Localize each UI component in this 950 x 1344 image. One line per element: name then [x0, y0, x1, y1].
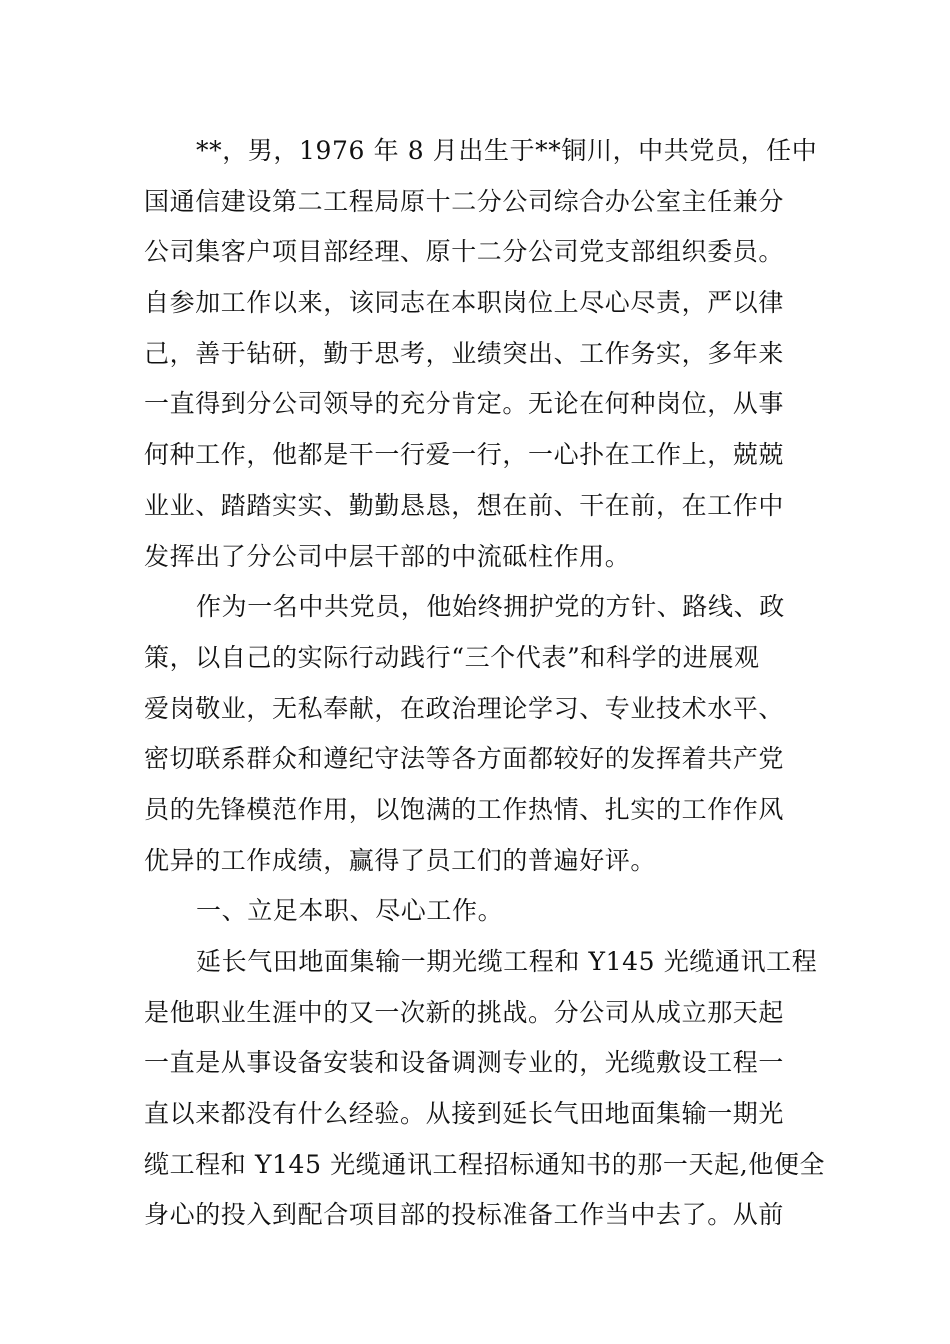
text-line: 业业、踏踏实实、勤勤恳恳，想在前、干在前，在工作中: [144, 490, 785, 520]
text-line: 直以来都没有什么经验。从接到延长气田地面集输一期光: [144, 1099, 785, 1129]
text-line: 己，善于钻研，勤于思考，业绩突出、工作务实，多年来: [144, 338, 785, 368]
text-line: 是他职业生涯中的又一次新的挑战。分公司从成立那天起: [144, 997, 785, 1027]
text-line: 策，以自己的实际行动践行“三个代表”和科学的进展观: [144, 642, 760, 672]
text-line: 国通信建设第二工程局原十二分公司综合办公室主任兼分: [144, 186, 785, 216]
text-line: 作为一名中共党员，他始终拥护党的方针、路线、政: [196, 592, 785, 622]
document-body: [144, 126, 824, 1241]
text-line: **，男，1976 年 8 月出生于**铜川，中共党员，任中: [196, 136, 818, 165]
text-line: 公司集客户项目部经理、原十二分公司党支部组织委员。: [144, 237, 785, 267]
text-line: 一直是从事设备安装和设备调测专业的，光缆敷设工程一: [144, 1048, 785, 1078]
text-line: 优异的工作成绩，赢得了员工们的普遍好评。: [144, 845, 657, 875]
text-line: 身心的投入到配合项目部的投标准备工作当中去了。从前: [144, 1200, 785, 1230]
text-line: 爱岗敬业，无私奉献，在政治理论学习、专业技术水平、: [144, 693, 785, 723]
text-line: 一直得到分公司领导的充分肯定。无论在何种岗位，从事: [144, 389, 785, 419]
text-line: 发挥出了分公司中层干部的中流砥柱作用。: [144, 541, 631, 571]
text-line: 何种工作，他都是干一行爱一行，一心扑在工作上，兢兢: [144, 440, 785, 470]
text-line: 密切联系群众和遵纪守法等各方面都较好的发挥着共产党: [144, 744, 785, 774]
text-line: 自参加工作以来，该同志在本职岗位上尽心尽责，严以律: [144, 288, 785, 318]
text-line: 延长气田地面集输一期光缆工程和 Y145 光缆通讯工程: [196, 947, 818, 976]
text-line: 员的先锋模范作用，以饱满的工作热情、扎实的工作作风: [144, 794, 785, 824]
text-line: 一、立足本职、尽心工作。: [196, 896, 504, 926]
text-line: 缆工程和 Y145 光缆通讯工程招标通知书的那一天起,他便全: [144, 1149, 826, 1179]
